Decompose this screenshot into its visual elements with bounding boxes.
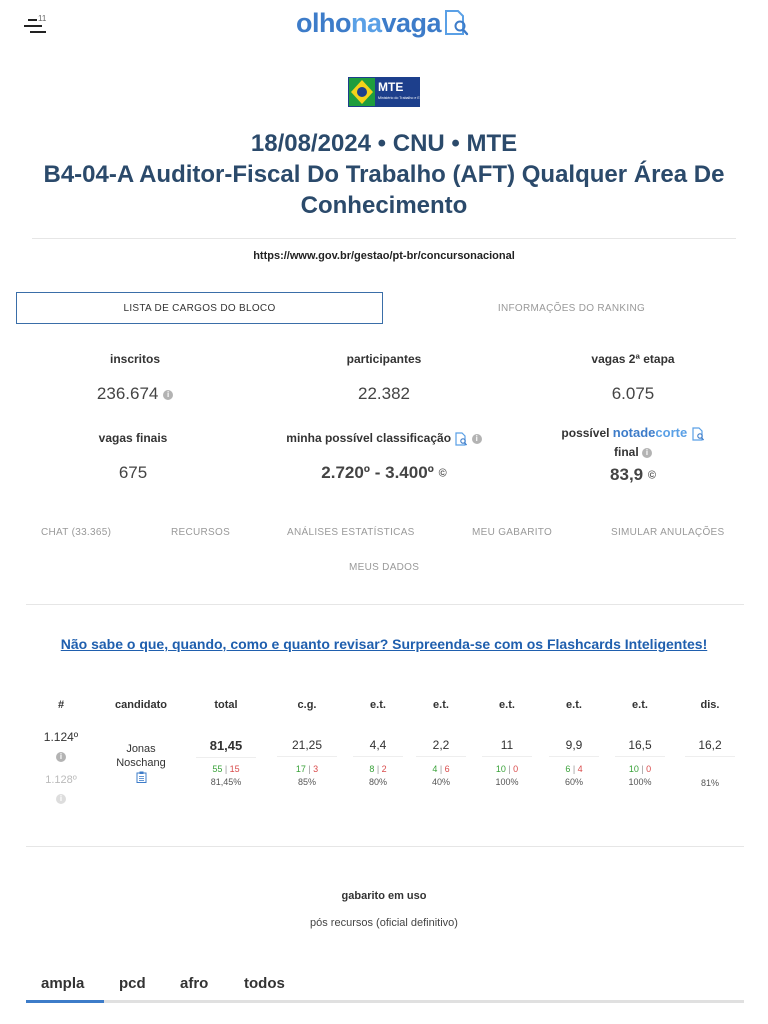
score-cell: 4,4 8 | 2 80% [353, 738, 403, 787]
exam-url-link[interactable]: https://www.gov.br/gestao/pt-br/concursonacional [253, 250, 515, 262]
stat-nota-de-corte: possível notadecorte final i 83,9 © [538, 425, 728, 485]
document-search-icon[interactable] [454, 432, 468, 446]
menu-icon-line [28, 19, 37, 21]
candidate-name: Jonas [126, 743, 156, 755]
svg-text:MTE: MTE [378, 80, 404, 94]
document-search-icon [691, 427, 705, 441]
nav-recursos[interactable]: RECURSOS [171, 527, 231, 538]
info-icon[interactable]: i [56, 752, 66, 762]
stat-participantes: participantes 22.382 [289, 352, 479, 404]
clipboard-icon[interactable] [136, 771, 147, 783]
divider [26, 846, 744, 847]
vagas-finais-value: 675 [118, 463, 148, 482]
tab-ampla[interactable]: ampla [41, 975, 85, 992]
rank-alt: 1.128º [45, 774, 77, 786]
score-cell: 9,9 6 | 4 60% [549, 738, 599, 787]
table-header: c.g. [297, 699, 317, 711]
candidate-cell [101, 743, 181, 788]
menu-badge: 11 [38, 14, 47, 23]
page-title [24, 128, 744, 221]
total-value: 81,45 [196, 738, 256, 758]
copyright-icon: © [438, 467, 447, 480]
candidate-name: Noschang [116, 757, 166, 769]
vagas2-value: 6.075 [611, 384, 655, 403]
top-bar [0, 0, 768, 50]
nav-meus-dados[interactable]: MEUS DADOS [349, 562, 420, 573]
flashcards-promo-link[interactable]: Não sabe o que, quando, como e quanto revisar? Surpreenda-se com os Flashcards Inteligentes! [60, 636, 708, 652]
svg-text:Ministério do Trabalho e Empre: Ministério do Trabalho e Emprego [378, 96, 432, 100]
stat-classificacao: minha possível classificação i 2.720º - 3.400º © [264, 431, 504, 483]
menu-icon-line [30, 31, 46, 33]
table-header: e.t. [370, 699, 386, 711]
nav-meu-gabarito[interactable]: MEU GABARITO [472, 527, 553, 538]
menu-button[interactable] [24, 14, 50, 36]
info-icon[interactable]: i [56, 794, 66, 804]
active-tab-indicator [26, 1000, 104, 1003]
nota-corte-value: 83,9 [610, 464, 644, 484]
tab-todos[interactable]: todos [244, 975, 285, 992]
tab-afro[interactable]: afro [180, 975, 209, 992]
rank-main: 1.124º [43, 730, 79, 744]
table-header: e.t. [632, 699, 648, 711]
divider [32, 238, 736, 239]
nav-simular-anulacoes[interactable]: SIMULAR ANULAÇÕES [611, 527, 725, 538]
participantes-value: 22.382 [358, 384, 410, 403]
score-cell: 21,25 17 | 3 85% [277, 738, 337, 787]
notadecorte-logo[interactable]: notadecorte [612, 425, 688, 440]
tab-pcd[interactable]: pcd [119, 975, 146, 992]
info-icon[interactable]: i [642, 448, 652, 458]
score-cell: 16,2 81% [685, 738, 735, 788]
score-cell: 2,2 4 | 6 40% [416, 738, 466, 787]
tab-informacoes-ranking[interactable]: INFORMAÇÕES DO RANKING [497, 302, 646, 314]
exam-date-line: 18/08/2024 • CNU • MTE [250, 130, 518, 157]
inscritos-value: 236.674 [96, 384, 159, 403]
gabarito-value: pós recursos (oficial definitivo) [310, 917, 458, 929]
table-header: # [57, 699, 65, 711]
tab-lista-cargos[interactable]: LISTA DE CARGOS DO BLOCO [16, 292, 383, 324]
stat-vagas-finais: vagas finais 675 [38, 431, 228, 483]
total-cell: 81,45 55 | 15 81,45% [196, 738, 256, 787]
table-header: candidato [115, 699, 167, 711]
info-icon[interactable]: i [472, 434, 482, 444]
stat-inscritos: inscritos 236.674 i [40, 352, 230, 404]
table-header: e.t. [499, 699, 515, 711]
table-header: total [214, 699, 238, 711]
stat-vagas-segunda-etapa: vagas 2ª etapa 6.075 [538, 352, 728, 404]
menu-icon-line [24, 25, 42, 27]
score-cell: 11 10 | 0 100% [482, 738, 532, 787]
logo-text: olhonavaga [296, 7, 442, 38]
score-cell: 16,5 10 | 0 100% [615, 738, 665, 787]
copyright-icon: © [647, 469, 656, 482]
mte-logo [348, 74, 432, 110]
site-logo[interactable] [296, 6, 469, 40]
tabs-track [26, 1000, 744, 1003]
table-header: dis. [700, 699, 720, 711]
divider [26, 604, 744, 605]
rank-cell [36, 730, 86, 808]
classificacao-value: 2.720º - 3.400º [321, 462, 434, 482]
gabarito-label: gabarito em uso [341, 890, 427, 902]
info-icon[interactable]: i [163, 390, 173, 400]
nav-chat[interactable]: CHAT (33.365) [41, 527, 112, 538]
exam-role-line: B4-04-A Auditor-Fiscal Do Trabalho (AFT) Qualquer Área De Conhecimento [43, 161, 725, 219]
nav-analises-estatisticas[interactable]: ANÁLISES ESTATÍSTICAS [287, 527, 415, 538]
table-header: e.t. [566, 699, 582, 711]
table-header: e.t. [433, 699, 449, 711]
document-search-icon [443, 9, 469, 37]
